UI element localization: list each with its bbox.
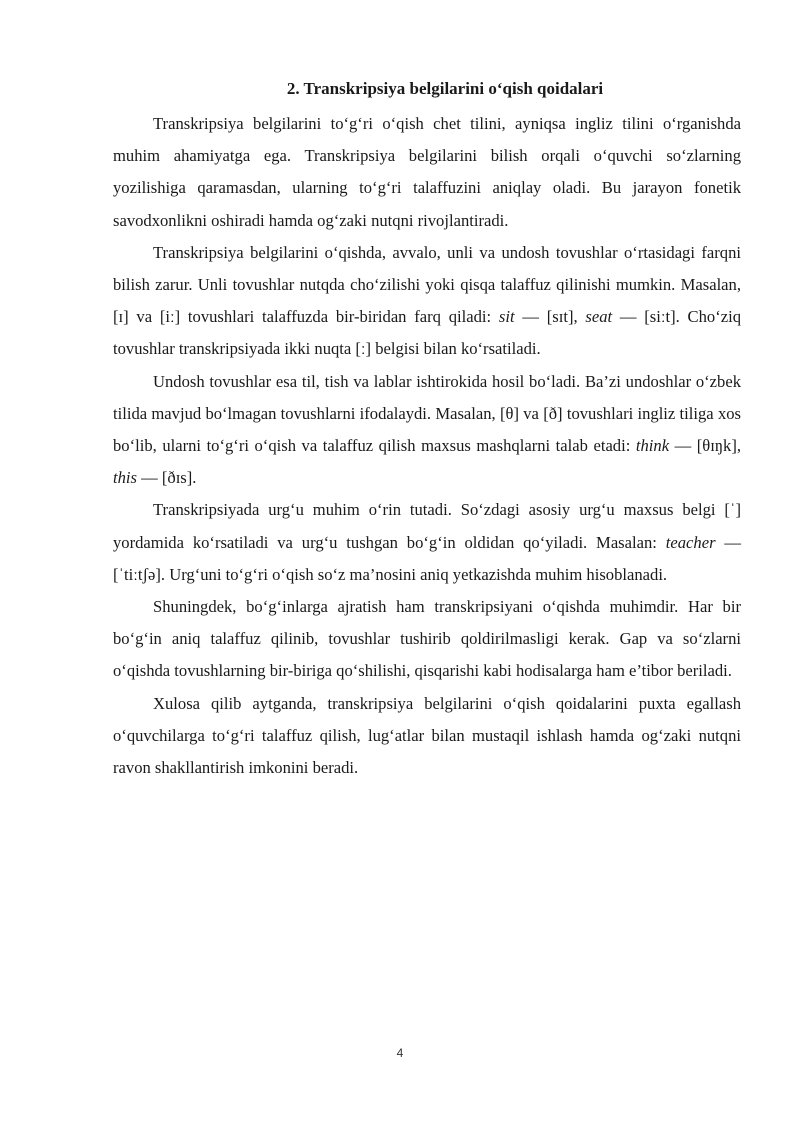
example-word: think <box>635 436 670 456</box>
paragraphs-container <box>113 108 741 784</box>
body-paragraph <box>113 591 741 688</box>
body-paragraph <box>113 494 741 591</box>
paragraph-text: Xulosa qilib aytganda, transkripsiya belgilarini o‘qish qoidalarini puxta egallash o‘quvchilarga to‘g‘ri talaffuz qilish, lug‘atlar bilan mustaqil ishlash hamda og‘zaki nutqni ravon shakllantirish imkonini beradi. <box>113 693 741 778</box>
body-paragraph <box>113 108 741 237</box>
body-paragraph <box>113 366 741 495</box>
paragraph-text: Transkripsiya belgilarini o‘qishda, avvalo, unli va undosh tovushlar o‘rtasidagi farqni bilish zarur. Unli tovushlar nutqda cho‘zilishi yoki qisqa talaffuz qilinishi mumkin. Masalan, [ɪ] va [iː] tovushlari talaffuzda bir-biridan farq qiladi: <box>113 242 741 327</box>
example-word: this <box>113 468 137 488</box>
paragraph-text: Undosh tovushlar esa til, tish va lablar ishtirokida hosil bo‘ladi. Ba’zi undoshlar o‘zbek tilida mavjud bo‘lmagan tovushlarni ifodalaydi. Masalan, [θ] va [ð] tovushlari ingliz tiliga xos bo‘lib, ularni to‘g‘ri o‘qish va talaffuz qilish maxsus mashqlarni talab etadi: <box>113 371 741 456</box>
paragraph-text: — [θɪŋk], <box>669 436 742 456</box>
body-paragraph <box>113 237 741 366</box>
paragraph-text: Transkripsiya belgilarini to‘g‘ri o‘qish chet tilini, ayniqsa ingliz tilini o‘rganishda muhim ahamiyatga ega. Transkripsiya belgilarini bilish orqali o‘quvchi so‘zlarning yozilishiga qaramasdan, ularning to‘g‘ri talaffuzini aniqlay oladi. Bu jarayon fonetik savodxonlikni oshiradi hamda og‘zaki nutqni rivojlantiradi. <box>113 114 741 230</box>
paragraph-text: — [ˈtiːtʃə]. Urg‘uni to‘g‘ri o‘qish so‘z ma’nosini aniq yetkazishda muhim hisoblanadi. <box>113 532 741 584</box>
paragraph-text: — [sɪt], <box>514 307 586 327</box>
example-word: teacher <box>665 532 716 552</box>
example-word: sit <box>498 307 515 327</box>
example-word: seat <box>585 307 613 327</box>
paragraph-text: Shuningdek, bo‘g‘inlarga ajratish ham transkripsiyani o‘qishda muhimdir. Har bir bo‘g‘in aniq talaffuz qilinib, tovushlar tushirib qoldirilmasligi kerak. Gap va so‘zlarni o‘qishda tovushlarning bir-biriga qo‘shilishi, qisqarishi kabi hodisalarga ham e’tibor beriladi. <box>113 597 741 681</box>
paragraph-text: — [ðɪs]. <box>136 468 197 488</box>
paragraph-text: — [siːt]. Cho‘ziq tovushlar transkripsiyada ikki nuqta [ː] belgisi bilan ko‘rsatiladi. <box>113 307 741 359</box>
document-page <box>113 74 741 784</box>
section-heading: 2. Transkripsiya belgilarini o‘qish qoidalari <box>286 79 604 98</box>
body-paragraph <box>113 688 741 785</box>
paragraph-text: Transkripsiyada urg‘u muhim o‘rin tutadi. So‘zdagi asosiy urg‘u maxsus belgi [ˈ] yordamida ko‘rsatiladi va urg‘u tushgan bo‘g‘in oldidan qo‘yiladi. Masalan: <box>113 500 741 552</box>
page-number: 4 <box>396 1046 404 1060</box>
